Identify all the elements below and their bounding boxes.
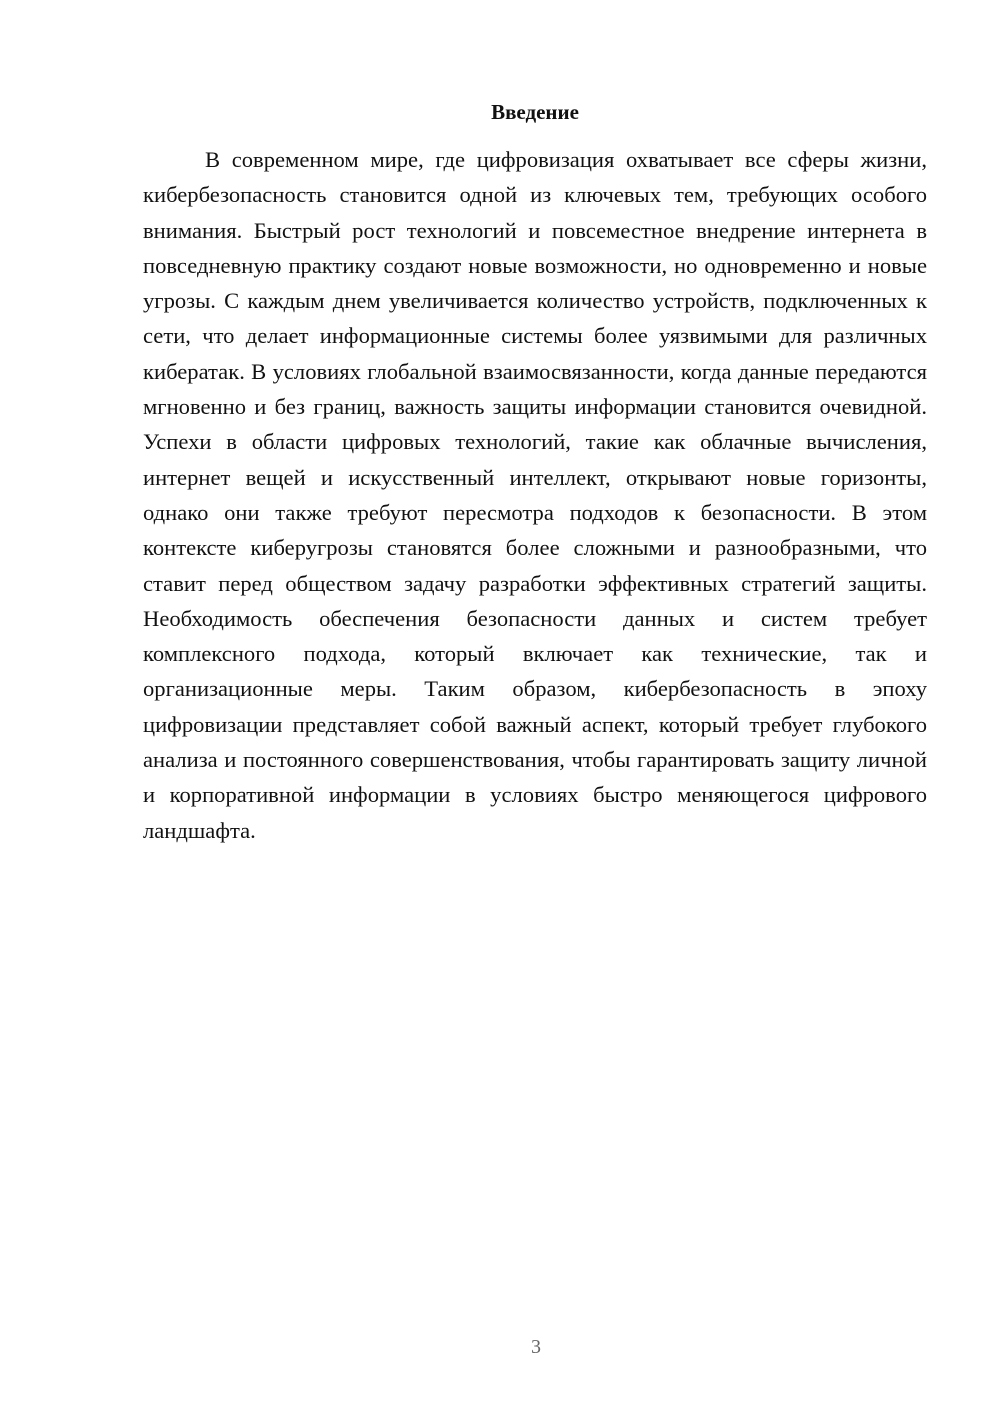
section-heading: Введение bbox=[491, 100, 579, 124]
page-number: 3 bbox=[531, 1336, 541, 1358]
body-paragraph: В современном мире, где цифровизация охватывает все сферы жизни, кибербезопасность становится одной из ключевых тем, требующих особого внимания. Быстрый рост технологий и повсеместное внедрение интернета в повседневную практику создают новые возможности, но одновременно и новые угрозы. С каждым днем увеличивается количество устройств, подключенных к сети, что делает информационные системы более уязвимыми для различных кибератак. В условиях глобальной взаимосвязанности, когда данные передаются мгновенно и без границ, важность защиты информации становится очевидной. Успехи в области цифровых технологий, такие как облачные вычисления, интернет вещей и искусственный интеллект, открывают новые горизонты, однако они также требуют пересмотра подходов к безопасности. В этом контексте киберугрозы становятся более сложными и разнообразными, что ставит перед обществом задачу разработки эффективных стратегий защиты. Необходимость обеспечения безопасности данных и систем требует комплексного подхода, который включает как технические, так и организационные меры. Таким образом, кибербезопасность в эпоху цифровизации представляет собой важный аспект, который требует глубокого анализа и постоянного совершенствования, чтобы гарантировать защиту личной и корпоративной информации в условиях быстро меняющегося цифрового ландшафта. bbox=[143, 147, 927, 843]
